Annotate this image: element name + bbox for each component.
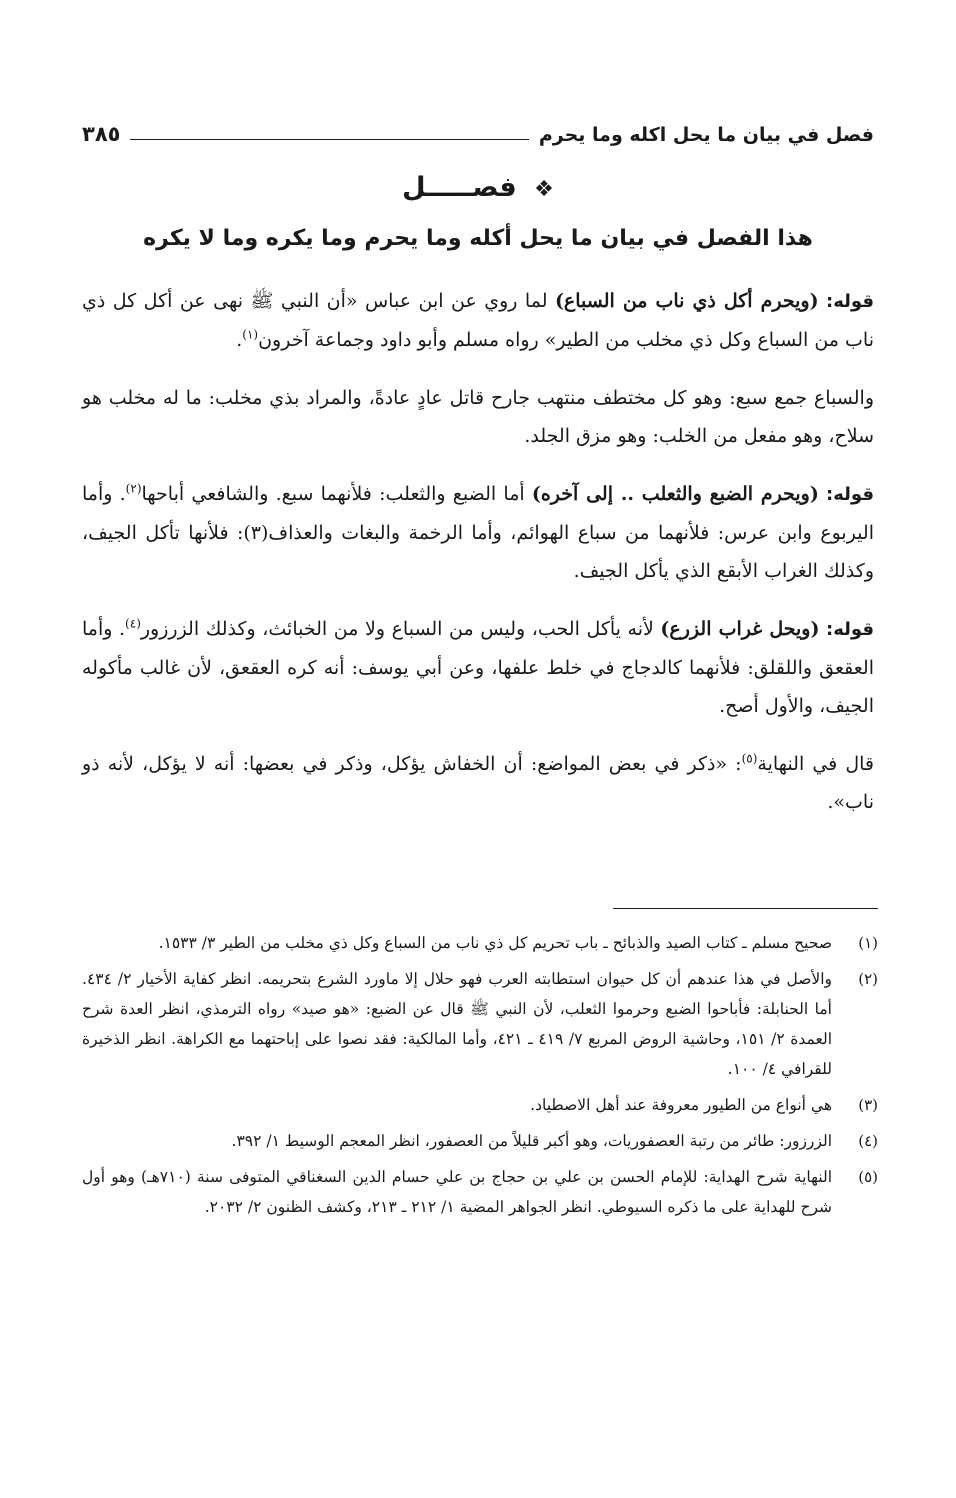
footnote-text: الزرزور: طائر من رتبة العصفوريات، وهو أكبر قليلاً من العصفور، انظر المعجم الوسيط ١/ ٣٩٢.: [231, 1132, 832, 1150]
paragraph-quote: (ويحرم أكل ذي ناب من السباع): [554, 290, 819, 312]
footnote-2: [82, 964, 878, 1084]
footnote-number: (١): [858, 934, 878, 952]
footnote-number: (٢): [858, 970, 878, 988]
paragraph-tail: . وأما اليربوع وابن عرس: فلأنهما من سباع الهوائم، وأما الرخمة والبغات والعذاف(٣): فلأنها تأكل الجيف، وكذلك الغراب الأبقع الذي يأكل الجيف.: [82, 483, 874, 582]
footnote-number: (٤): [858, 1132, 878, 1150]
paragraph-2: [82, 379, 874, 455]
paragraph-text: لأنه يأكل الحب، وليس من السباع ولا من الخبائث، وكذلك الزرزور: [140, 618, 661, 640]
paragraph-4: [82, 610, 874, 725]
running-header: [82, 110, 874, 146]
footnote-ref[interactable]: (٢): [125, 481, 142, 496]
section-heading: [82, 172, 874, 203]
paragraph-quote: (ويحرم الضبع والثعلب .. إلى آخره): [531, 483, 819, 505]
section-subtitle: هذا الفصل في بيان ما يحل أكله وما يحرم وما يكره وما لا يكره: [143, 226, 813, 251]
paragraph-quote: (ويحل غراب الزرع): [660, 618, 820, 640]
footnote-3: [82, 1090, 878, 1120]
body-text: [82, 282, 874, 841]
footnotes: [82, 928, 878, 1228]
running-title: فصل في بيان ما يحل اكله وما يحرم: [538, 124, 874, 146]
footnote-1: [82, 928, 878, 958]
footnote-text: والأصل في هذا عندهم أن كل حيوان استطابته العرب فهو حلال إلا ماورد الشرع بتحريمه. انظر كفاية الأخيار ٢/ ٤٣٤. أما الحنابلة: فأباحوا الضبع وحرموا الثعلب، لأن النبي ﷺ قال عن الضبع: «هو صيد» رواه الترمذي، انظر العدة شرح العمدة ٢/ ١٥١، وحاشية الروض المربع ٧/ ٤١٩ ـ ٤٢١، وأما المالكية: فقد نصوا على إباحتهما مع الكراهة. انظر الذخيرة للقرافي ٤/ ١٠٠.: [82, 970, 833, 1078]
footnote-ref[interactable]: (٥): [741, 751, 758, 766]
paragraph-5: [82, 745, 874, 821]
footnote-ref[interactable]: (١): [242, 327, 259, 342]
ornament-icon: ❖: [534, 177, 554, 202]
footnote-divider: [613, 908, 878, 909]
paragraph-label: قوله:: [826, 291, 874, 312]
paragraph-text: أما الضبع والثعلب: فلأنهما سبع. والشافعي أباحها: [141, 483, 532, 505]
paragraph-tail: .: [236, 329, 243, 351]
page-number: ٣٨٥: [82, 122, 121, 146]
paragraph-label: قوله:: [826, 484, 874, 505]
paragraph-label: قوله:: [826, 619, 874, 640]
footnote-text: هي أنواع من الطيور معروفة عند أهل الاصطياد.: [530, 1096, 832, 1114]
footnote-number: (٥): [858, 1168, 878, 1186]
paragraph-text: لما روي عن ابن عباس «أن النبي ﷺ نهى عن أكل كل ذي ناب من السباع وكل ذي مخلب من الطير» رواه مسلم وأبو داود وجماعة آخرون: [82, 290, 874, 351]
footnote-number: (٣): [858, 1096, 878, 1114]
footnote-5: [82, 1162, 878, 1222]
paragraph-tail: . وأما العقعق واللقلق: فلأنهما كالدجاج في خلط علفها، وعن أبي يوسف: أنه كره العقعق، لأن غالب مأكوله الجيف، والأول أصح.: [82, 618, 874, 717]
paragraph-text: قال في النهاية: [757, 753, 874, 775]
paragraph-tail: : «ذكر في بعض المواضع: أن الخفاش يؤكل، وذكر في بعضها: أنه لا يؤكل، لأنه ذو ناب».: [82, 753, 874, 813]
paragraph-1: [82, 282, 874, 359]
section-heading-text: فصـــــل: [402, 172, 517, 203]
footnote-ref[interactable]: (٤): [125, 616, 141, 631]
footnote-text: النهاية شرح الهداية: للإمام الحسن بن علي بن حجاج بن علي حسام الدين السغناقي المتوفى سنة (٧١٠هـ) وهو أول شرح للهداية على ما ذكره السيوطي. انظر الجواهر المضية ١/ ٢١٢ ـ ٢١٣، وكشف الظنون ٢/ ٢٠٣٢.: [82, 1168, 833, 1216]
paragraph-3: [82, 475, 874, 590]
header-rule: [130, 139, 528, 140]
footnote-4: [82, 1126, 878, 1156]
footnote-text: صحيح مسلم ـ كتاب الصيد والذبائح ـ باب تحريم كل ذي ناب من السباع وكل ذي مخلب من الطير ٣/ ١٥٣٣.: [158, 934, 832, 952]
paragraph-text: والسباع جمع سبع: وهو كل مختطف منتهب جارح قاتل عادٍ عادةً، والمراد بذي مخلب: ما له مخلب هو سلاح، وهو مفعل من الخلب: وهو مزق الجلد.: [82, 387, 874, 447]
